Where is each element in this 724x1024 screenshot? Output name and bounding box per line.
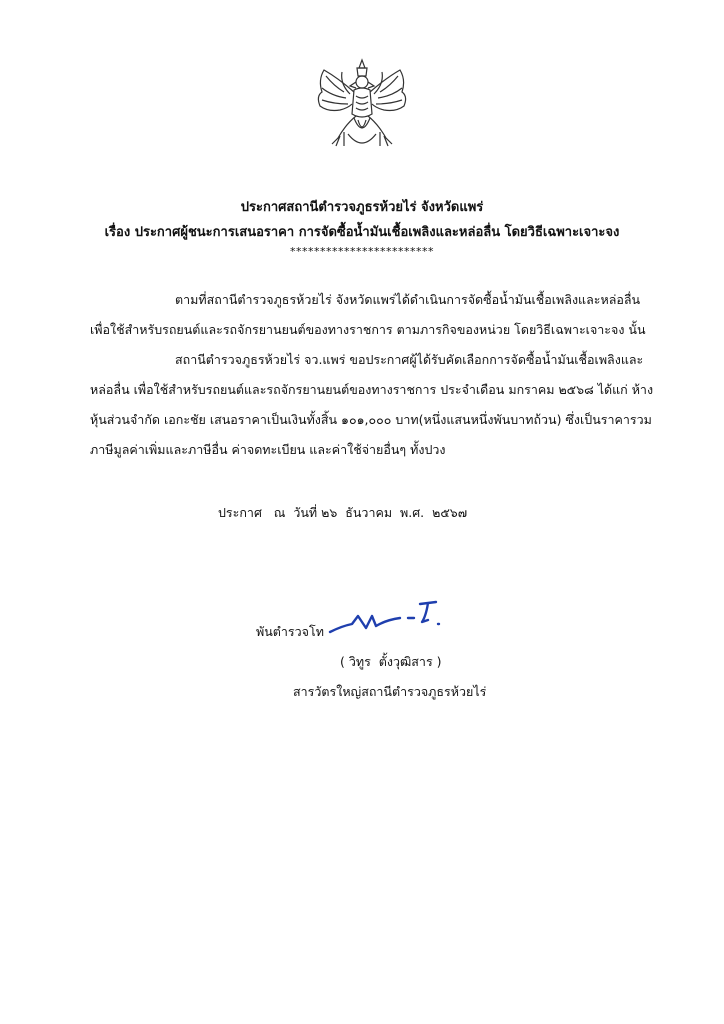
garuda-emblem xyxy=(310,58,414,154)
body-line-3: สถานีตำรวจภูธรห้วยไร่ จว.แพร่ ขอประกาศผู้ได้รับคัดเลือกการจัดซื้อน้ำมันเชื้อเพลิงและ xyxy=(175,352,644,367)
body-line-5: หุ้นส่วนจำกัด เอกะชัย เสนอราคาเป็นเงินทั้งสิ้น ๑๐๑,๐๐๐ บาท(หนึ่งแสนหนึ่งพันบาทถ้วน) ซึ่งเป็นราคารวม xyxy=(90,412,652,427)
body-line-1: ตามที่สถานีตำรวจภูธรห้วยไร่ จังหวัดแพร่ได้ดำเนินการจัดซื้อน้ำมันเชื้อเพลิงและหล่อลื่น xyxy=(175,292,641,307)
signer-name: ( วิทูร ตั้งวุฒิสาร ) xyxy=(340,654,442,669)
body-line-2: เพื่อใช้สำหรับรถยนต์และรถจักรยานยนต์ของทางราชการ ตามภารกิจของหน่วย โดยวิธีเฉพาะเจาะจง นั้น xyxy=(90,322,646,337)
body-line-4: หล่อลื่น เพื่อใช้สำหรับรถยนต์และรถจักรยานยนต์ของทางราชการ ประจำเดือน มกราคม ๒๕๖๘ ได้แก่ ห้าง xyxy=(90,382,654,397)
signer-rank: พันตำรวจโท xyxy=(256,624,324,639)
body-line-6: ภาษีมูลค่าเพิ่มและภาษีอื่น ค่าจดทะเบียน และค่าใช้จ่ายอื่นๆ ทั้งปวง xyxy=(90,442,446,457)
handwritten-signature xyxy=(328,596,446,638)
separator-line: ************************ xyxy=(290,245,434,258)
signer-position: สารวัตรใหญ่สถานีตำรวจภูธรห้วยไร่ xyxy=(293,684,487,699)
announcement-date: ประกาศ ณ วันที่ ๒๖ ธันวาคม พ.ศ. ๒๕๖๗ xyxy=(218,505,468,520)
announcement-subject: เรื่อง ประกาศผู้ชนะการเสนอราคา การจัดซื้อน้ำมันเชื้อเพลิงและหล่อลื่น โดยวิธีเฉพาะเจาะจง xyxy=(104,225,620,240)
announcement-title: ประกาศสถานีตำรวจภูธรห้วยไร่ จังหวัดแพร่ xyxy=(240,200,484,215)
